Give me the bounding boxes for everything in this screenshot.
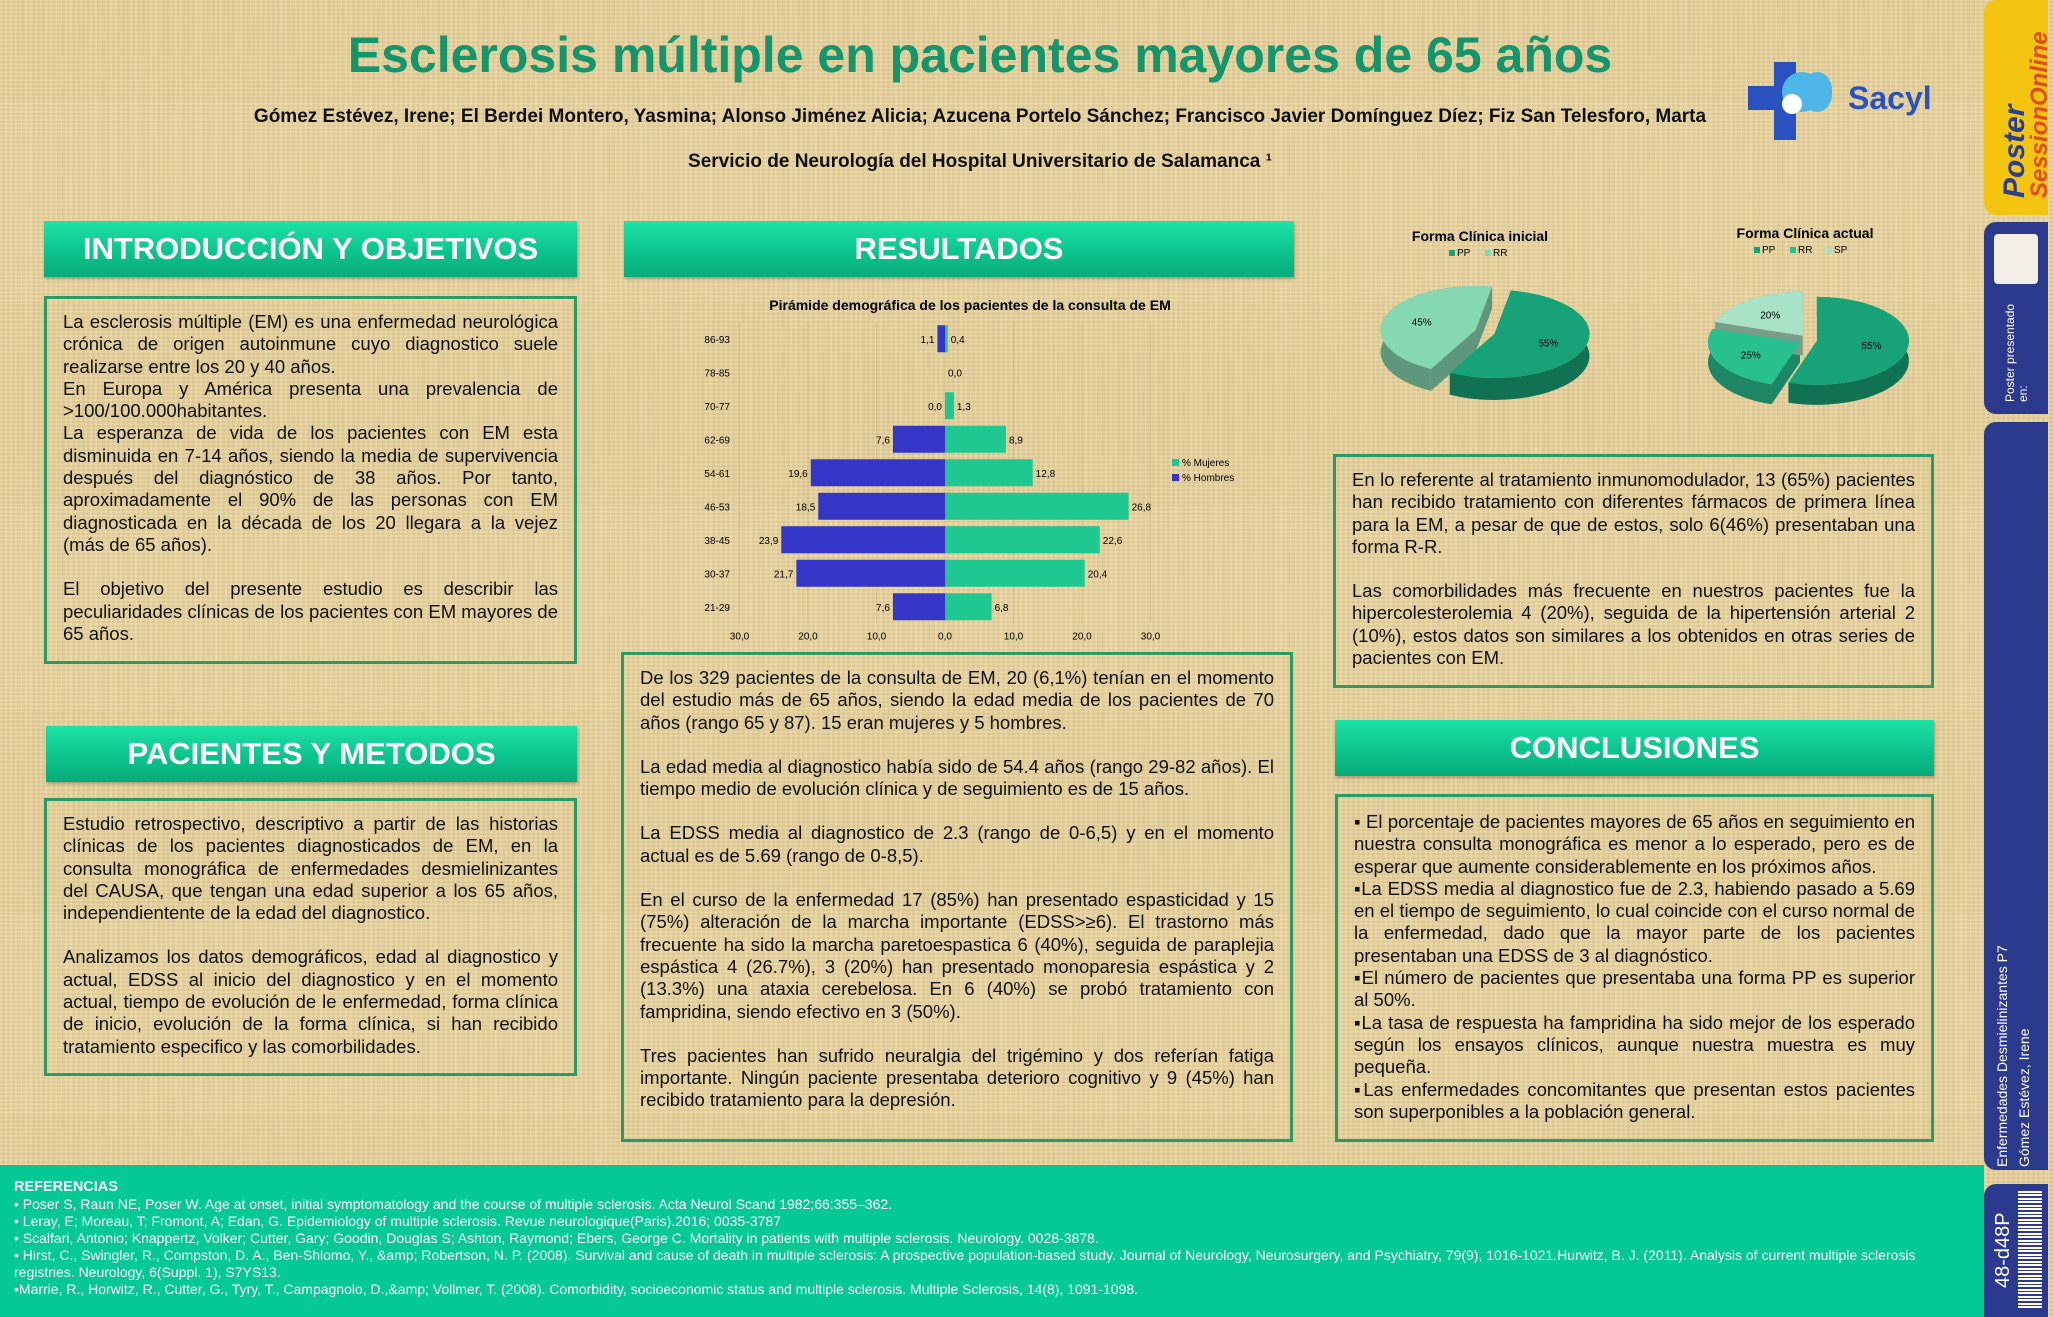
poster-session-label: Poster [1998,104,2031,198]
references-heading: REFERENCIAS [14,1179,118,1195]
category-label: 86-93 [704,334,730,346]
bar-men [937,325,945,352]
methods-p2: Analizamos los datos demográficos, edad al diagnostico y actual, EDSS al inicio del diagnostico y en el momento actual, tiempo de evolución de le enfermedad, forma clínica de inicio, evolución de la forma clínica, si han recibido tratamiento especifico y las comorbilidades. [63,946,558,1057]
poster-title: Esclerosis múltiple en pacientes mayores de 65 años [347,27,1613,83]
category-label: 62-69 [704,435,730,447]
treatment-p2: Las comorbilidades más frecuente en nuestros pacientes fue la hipercolesterolemia 4 (20%), seguida de la hipertensión arterial 2 (10%), estos datos son similares a los obtenidos en otras series de pacientes con EM. [1352,580,1915,669]
value-label-women: 22,6 [1102,535,1123,547]
bar-women [945,493,1129,520]
legend-swatch [1790,247,1796,253]
barcode-icon [2018,1190,2042,1308]
pie-value-label: 25% [1740,350,1761,362]
bar-women [945,459,1033,486]
treatment-p1: En lo referente al tratamiento inmunomodulador, 13 (65%) pacientes han recibido tratamiento con diferentes fármacos de primera línea para la EM, a pesar de que de estos, solo 6(46%) presentaban una forma R-R. [1352,469,1915,557]
bar-men [781,526,945,553]
results-p1: De los 329 pacientes de la consulta de EM, 20 (6,1%) tenían en el momento del estudio más de 65 años, siendo la edad media de los pacientes de 70 años (rango 65 y 87). 15 eran mujeres y 5 hombres. [640,667,1274,733]
value-label-men: 1,1 [920,334,935,346]
x-tick-label: 30,0 [729,631,750,643]
value-label-women: 0,4 [950,334,965,346]
legend-label: RR [1493,248,1508,259]
conclusion-item: ▪La EDSS media al diagnostico fue de 2.3, habiendo pasado a 5.69 en el tiempo de seguimiento, lo cual coincide con el curso normal de la enfermedad, dado que la mayor parte de los pacientes presentaban una EDSS de 3 al diagnóstico. [1354,877,1915,966]
x-tick-label: 20,0 [798,631,818,643]
pie1-title: Forma Clínica inicial [1411,228,1549,244]
treatment-box [1333,454,1934,688]
topic-panel [1984,422,2048,1170]
institution-line: Servicio de Neurología del Hospital Universitario de Salamanca ¹ [688,151,1272,172]
conclusion-item: ▪Las enfermedades concomitantes que presentan estos pacientes son superponibles a la población general. [1354,1078,1915,1122]
x-tick-label: 0,0 [938,631,952,643]
reference-item: • Scalfari, Antonio; Knappertz, Volker; Cutter, Gary; Goodin, Douglas S; Ashton, Raymond; Ebers, George C. Mortality in patients with multiple sclerosis. Neurology. 0028-3878. [14,1230,1099,1246]
methods-box [44,798,577,1076]
category-label: 38-45 [704,535,730,547]
bar-women [945,560,1085,587]
x-tick-label: 30,0 [1140,631,1161,643]
results-header: RESULTADOS [624,221,1294,277]
results-p5: Tres pacientes han sufrido neuralgia del trigémino y dos referían fatiga importante. Ningún paciente presentaba deterioro cognitivo y 9 (45%) han recibido tratamiento para la depresión. [640,1044,1274,1111]
value-label-women: 8,9 [1008,435,1023,447]
pie2-svg [1660,222,1950,432]
session-online-label: SessionOnline [2026,31,2053,198]
bar-women [945,392,954,419]
pie-value-label: 45% [1411,317,1432,329]
value-label-women: 12,8 [1035,468,1056,480]
intro-p2: En Europa y América presenta una prevalencia de >100/100.000habitantes. [63,377,558,422]
bar-men [893,426,945,453]
x-tick-label: 10,0 [866,631,887,643]
authors-line: Gómez Estévez, Irene; El Berdei Montero, Yasmina; Alonso Jiménez Alicia; Azucena Portelo Sánchez; Francisco Javier Domínguez Díez; Fiz San Telesforo, Marta [253,106,1707,127]
intro-box [44,296,577,664]
bar-men [796,560,945,587]
legend-swatch-men [1172,474,1179,481]
pie-value-label: 55% [1861,340,1882,352]
value-label-women: 20,4 [1087,569,1108,581]
poster-session-badge[interactable] [1984,0,2053,215]
value-label-men: 21,7 [773,569,794,581]
reference-item: •Marrie, R., Horwitz, R., Cutter, G., Tyry, T., Campagnolo, D.,&amp; Vollmer, T. (2008). Comorbidity, socioeconomic status and multiple sclerosis. Multiple Sclerosis, 14(8), 1091-1098. [14,1281,1139,1297]
legend-label: PP [1457,248,1471,259]
legend-women: % Mujeres [1182,458,1230,469]
legend-swatch [1754,247,1760,253]
pie-value-label: 20% [1760,310,1781,322]
legend-men: % Hombres [1182,473,1235,484]
value-label-men: 23,9 [758,535,779,547]
congress-emblem-icon [1994,234,2038,284]
pie-value-label: 55% [1538,338,1559,350]
intro-p1: La esclerosis múltiple (EM) es una enfermedad neurológica crónica de origen autoinmune cuyo diagnostico suele realizarse entre los 20 y 40 años. [63,311,558,377]
bar-men [818,493,945,520]
legend-label: RR [1798,245,1813,256]
pie-chart-current [1660,222,1950,432]
category-label: 21-29 [704,602,730,614]
conclusion-item: ▪El número de pacientes que presentaba una forma PP es superior al 50%. [1354,967,1915,1011]
pyramid-title: Pirámide demográfica de los pacientes de la consulta de EM [769,297,1171,313]
conclusion-item: ▪ El porcentaje de pacientes mayores de 65 años en seguimiento en nuestra consulta monográfica es menor a lo esperado, pero es de esperar que aumente considerablemente en los próximos años. [1354,811,1915,877]
legend-swatch-women [1172,459,1179,466]
legend-swatch [1826,247,1832,253]
value-label-women: 26,8 [1131,502,1152,514]
results-box [621,652,1293,1142]
pyramid-svg [690,292,1250,642]
category-label: 54-61 [704,468,730,480]
reference-item: • Leray, E; Moreau, T; Fromont, A; Edan, G. Epidemiology of multiple sclerosis. Revue neurologique(Paris).2016; 0035-3787 [14,1213,782,1229]
sacyl-logo [1748,52,1932,142]
value-label-men: 7,6 [876,435,890,447]
sacyl-cross-icon [1748,52,1848,144]
conclusions-header: CONCLUSIONES [1335,720,1934,776]
bar-men [893,593,945,620]
logo-text: Sacyl [1848,80,1932,116]
pie-chart-initial [1340,222,1620,432]
value-label-men: 7,6 [876,602,890,614]
pyramid-chart [690,292,1250,642]
reference-item: • Poser S, Raun NE, Poser W. Age at onset, initial symptomatology and the course of multiple sclerosis. Acta Neurol Scand 1982;66:355–362. [14,1196,893,1212]
value-label-women: 0,0 [948,368,962,380]
conclusions-box [1335,794,1934,1142]
author-label: Gómez Estévez, Irene [2016,1028,2032,1167]
results-p2: La edad media al diagnostico había sido de 54.4 años (rango 29-82 años). El tiempo medio de evolución clínica y de seguimiento es de 15 años. [640,755,1274,800]
intro-p3: La esperanza de vida de los pacientes con EM esta disminuida en 7-14 años, siendo la media de supervivencia después del diagnóstico de 38 años. Por tanto, aproximadamente el 90% de las personas con EM diagnosticada en la década de los 20 llegara a la vejez (más de 65 años). [63,422,558,555]
value-label-men: 19,6 [788,468,808,480]
value-label-men: 18,5 [795,502,816,514]
bar-men [811,459,945,486]
conclusion-item: ▪La tasa de respuesta ha fampridina ha sido mejor de los esperado según los ensayos clínicos, aunque nuestra muestra es muy pequeña. [1354,1011,1915,1078]
presented-panel [1984,222,2048,414]
intro-header: INTRODUCCIÓN Y OBJETIVOS [44,221,577,277]
bar-women [945,426,1006,453]
methods-header: PACIENTES Y METODOS [46,726,577,782]
reference-item: • Hirst, C., Swingler, R., Compston, D. A., Ben-Shlomo, Y., &amp; Robertson, N. P. (2008). Survival and cause of death in multiple sclerosis: A prospective population-based study. Journal of Neurology, Neurosurgery, and Psychiatry, 79(9), 1016-1021.Hurwitz, B. J. (2011). Analysis of current multiple sclerosis registries. Neurology, 6(Suppl. 1), S7YS13. [14,1247,1916,1280]
pie1-svg [1340,222,1620,432]
presented-label: Poster presentado en: [2003,303,2030,402]
value-label-women: 6,8 [994,602,1009,614]
value-label-women: 1,3 [956,401,971,413]
category-label: 46-53 [704,502,730,514]
bar-women [945,593,992,620]
legend-label: SP [1834,245,1848,256]
x-tick-label: 10,0 [1003,631,1024,643]
legend-swatch [1485,250,1491,256]
bar-women [945,526,1100,553]
category-label: 30-37 [704,569,730,581]
bar-women [945,325,948,352]
category-label: 70-77 [704,401,730,413]
results-p3: La EDSS media al diagnostico de 2.3 (rango de 0-6,5) y en el momento actual es de 5.69 (rango de 0-8,5). [640,822,1274,866]
x-tick-label: 20,0 [1072,631,1092,643]
topic-label: Enfermedades Desmielinizantes P7 [1994,945,2010,1167]
legend-label: PP [1762,245,1776,256]
value-label-men: 0,0 [928,401,942,413]
legend-swatch [1449,250,1455,256]
poster-code: 48-d48P [1992,1212,2014,1288]
references-footer [0,1165,1984,1317]
results-p4: En el curso de la enfermedad 17 (85%) han presentado espasticidad y 15 (75%) alteración de la marcha importante (EDSS>≥6). El trastorno más frecuente ha sido la marcha paretoespastica 6 (40%), seguida de paraplejia espástica 4 (26.7%), 3 (20%) han presentado monoparesia espástica y 2 (13.3%) una ataxia cerebelosa. En 6 (40%) se probó tratamiento con fampridina, siendo efectivo en 3 (50%). [640,889,1274,1022]
code-panel [1984,1184,2048,1317]
methods-p1: Estudio retrospectivo, descriptivo a partir de las historias clínicas de los pacientes diagnosticados de EM, en la consulta monográfica de enfermedades desmielinizantes del CAUSA, que tengan una edad superior a los 65 años, independientente de la edad del diagnostico. [63,813,558,924]
pie2-title: Forma Clínica actual [1736,225,1874,241]
intro-p4: El objetivo del presente estudio es describir las peculiaridades clínicas de los pacientes con EM mayores de 65 años. [63,578,558,644]
category-label: 78-85 [704,368,730,380]
